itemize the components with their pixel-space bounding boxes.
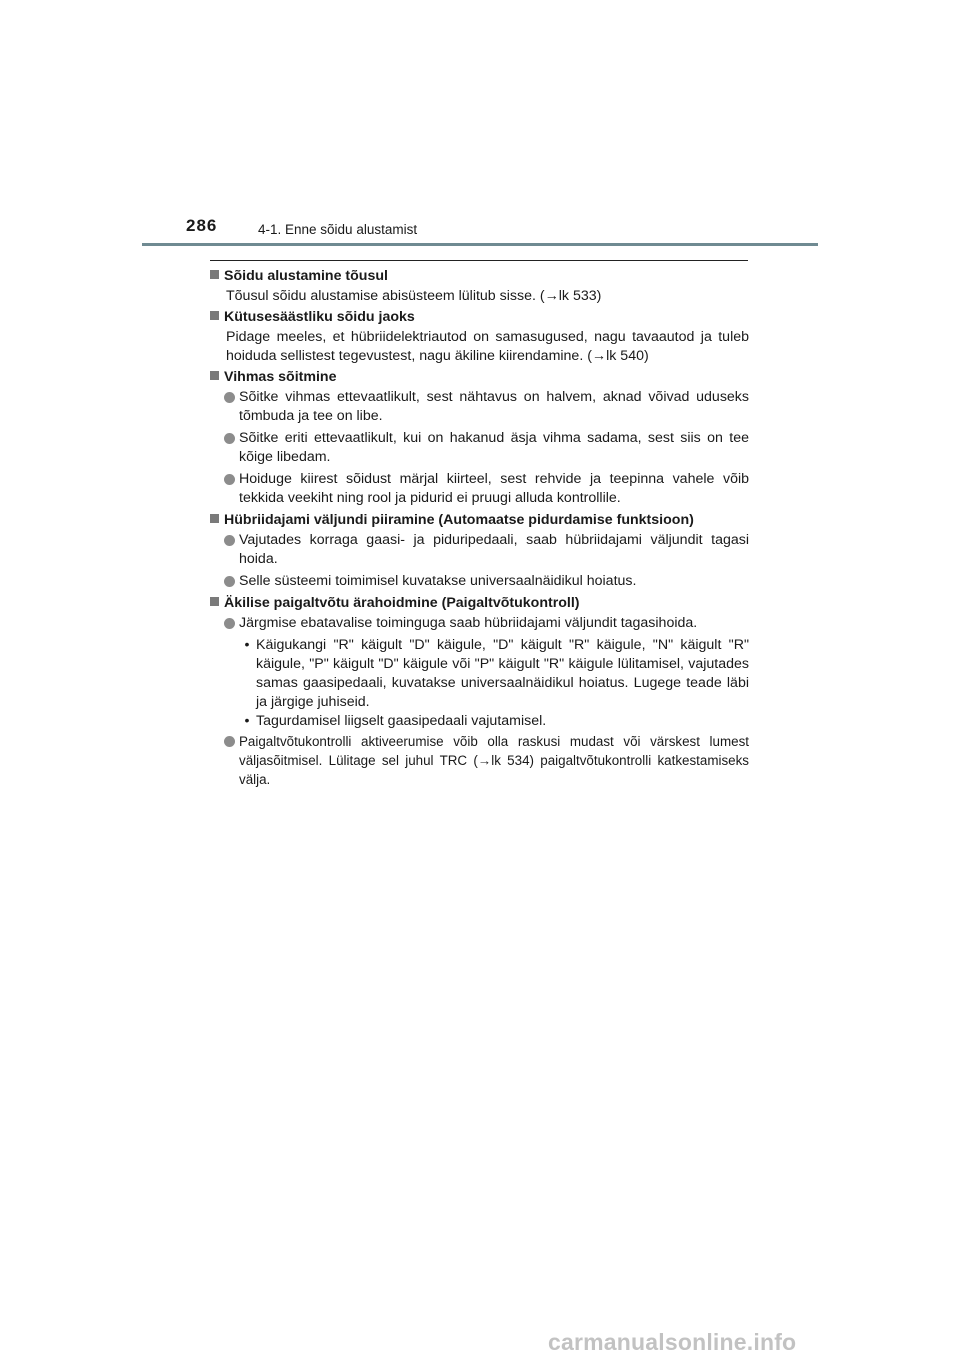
watermark: carmanualsonline.info	[548, 1329, 797, 1355]
list-item	[224, 388, 749, 426]
list-item-text: Järgmise ebatavalise toiminguga saab hübriidajami väljundit tagasihoida.	[239, 615, 698, 631]
section-output-limit	[210, 511, 749, 591]
list-item-text: Vajutades korraga gaasi- ja piduripedaali, saab hübriidajami väljundit tagasi hoida.	[239, 532, 749, 567]
section-paragraph: Tõusul sõidu alustamise abisüsteem lülitub sisse. (→lk 533)	[226, 288, 602, 304]
section-heading	[210, 594, 749, 613]
section-heading	[210, 267, 749, 286]
list-item-text: Paigaltvõtukontrolli aktiveerumise võib olla raskusi mudast või värskest lumest väljasõitmisel. Lülitage sel juhul TRC (→lk 534) paigaltvõtukontrolli katkestamiseks välja.	[239, 734, 749, 787]
section-heading	[210, 511, 749, 530]
list-item	[224, 732, 749, 789]
section-heading-text: Sõidu alustamine tõusul	[224, 268, 388, 284]
list-item-text: Sõitke eriti ettevaatlikult, kui on hakanud äsja vihma sadama, sest siis on tee kõige libedam.	[239, 430, 749, 465]
round-bullet-icon	[224, 535, 235, 546]
list-item-text: Sõitke vihmas ettevaatlikult, sest nähtavus on halvem, aknad võivad uduseks tõmbuda ja tee on libe.	[239, 389, 749, 424]
section-drive-start-control	[210, 594, 749, 789]
round-bullet-icon	[224, 736, 235, 747]
round-bullet-icon	[224, 618, 235, 629]
list-item	[224, 531, 749, 569]
round-bullet-icon	[224, 433, 235, 444]
section-heading	[210, 368, 749, 387]
sub-bullet-icon: •	[244, 713, 250, 729]
sub-list-item	[240, 712, 749, 731]
section-paragraph: Pidage meeles, et hübriidelektriautod on samasugused, nagu tavaautod ja tuleb hoiduda sellistest tegevustest, nagu äkiline kiirendamine. (→lk 540)	[226, 329, 749, 364]
section-heading-text: Vihmas sõitmine	[224, 369, 337, 385]
sub-list-item-text: Tagurdamisel liigselt gaasipedaali vajutamisel.	[256, 713, 547, 729]
list-item	[224, 470, 749, 508]
list-item	[224, 614, 749, 633]
square-bullet-icon	[210, 311, 219, 320]
section-heading-text: Kütusesäästliku sõidu jaoks	[224, 309, 415, 325]
chapter-title: 4-1. Enne sõidu alustamist	[258, 222, 418, 237]
list-item-text: Selle süsteemi toimimisel kuvatakse universaalnäidikul hoiatus.	[239, 573, 637, 589]
sub-bullet-icon: •	[244, 637, 250, 653]
list-item	[224, 572, 749, 591]
section-hill-start	[210, 267, 749, 306]
page-number: 286	[186, 216, 218, 235]
list-item-text: Hoiduge kiirest sõidust märjal kiirteel, sest rehvide ja teepinna vahele võib tekkida veekiht ning rool ja pidurid ei pruugi alluda kontrollile.	[239, 471, 749, 506]
header-rule	[142, 243, 818, 246]
sub-list-item-text: Käigukangi "R" käigult "D" käigule, "D" käigult "R" käigule, "N" käigult "R" käigule, "P" käigult "D" käigule või "P" käigult "R" käigule lülitamisel, vajutades samas gaasipedaali, kuvatakse universaalnäidikul hoiatus. Lugege teade läbi ja järgige juhiseid.	[256, 637, 749, 710]
section-heading-text: Hübriidajami väljundi piiramine (Automaatse pidurdamise funktsioon)	[224, 512, 694, 528]
square-bullet-icon	[210, 597, 219, 606]
round-bullet-icon	[224, 392, 235, 403]
round-bullet-icon	[224, 474, 235, 485]
square-bullet-icon	[210, 270, 219, 279]
square-bullet-icon	[210, 514, 219, 523]
content-rule	[210, 260, 748, 261]
section-heading	[210, 308, 749, 327]
section-heading-text: Äkilise paigaltvõtu ärahoidmine (Paigaltvõtukontroll)	[224, 595, 580, 611]
sub-list-item	[240, 636, 749, 712]
section-fuel-economy	[210, 308, 749, 366]
section-rain-driving	[210, 368, 749, 508]
square-bullet-icon	[210, 371, 219, 380]
round-bullet-icon	[224, 576, 235, 587]
list-item	[224, 429, 749, 467]
content	[210, 265, 749, 792]
